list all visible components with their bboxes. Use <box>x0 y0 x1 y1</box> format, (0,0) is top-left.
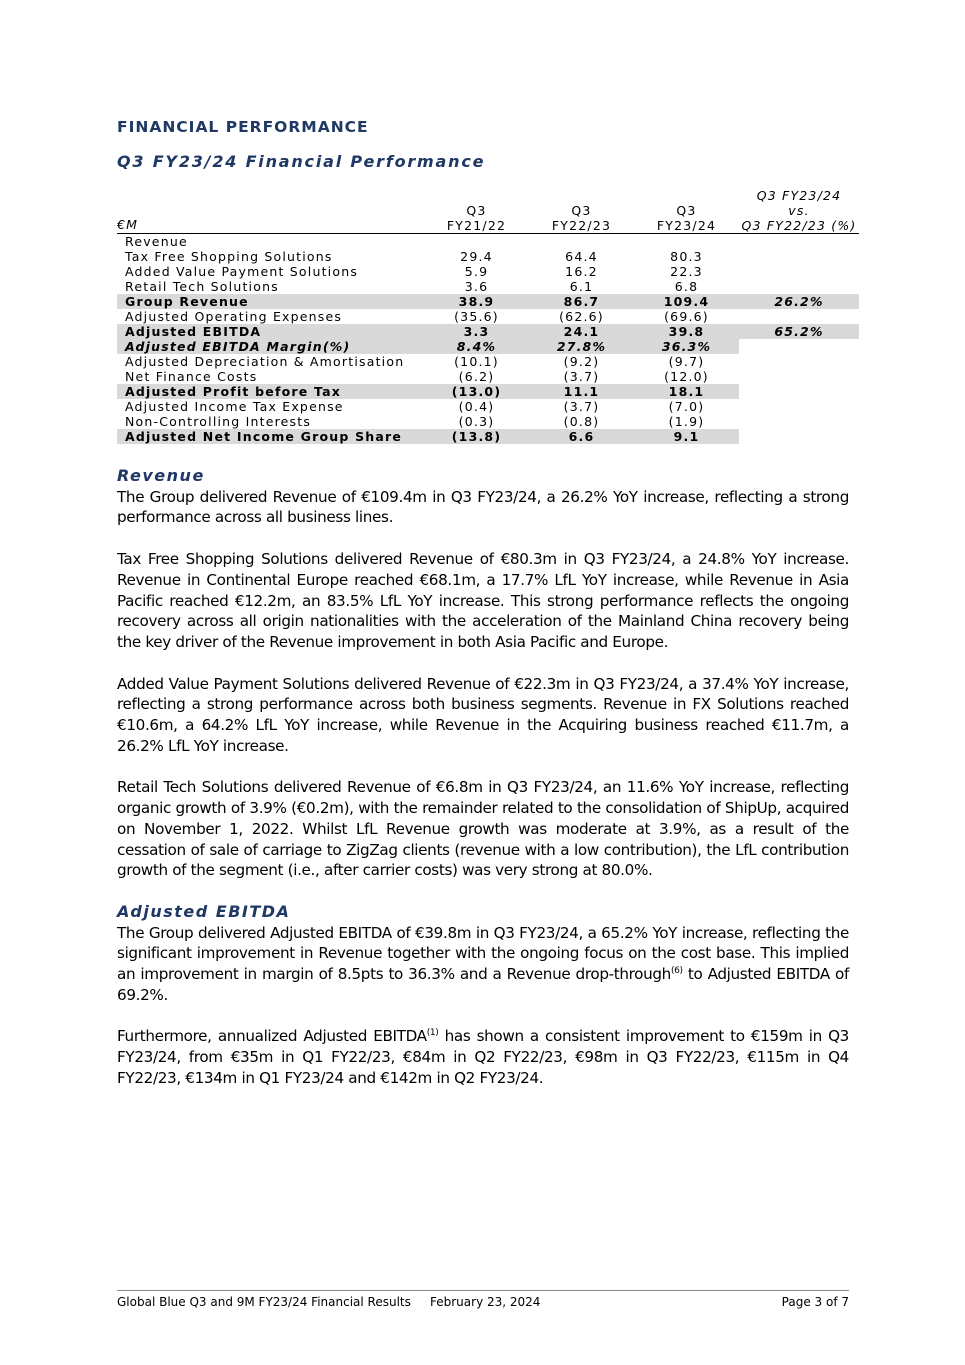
table-header-row <box>117 186 859 233</box>
row-label: Adjusted EBITDA <box>117 324 424 339</box>
table-row <box>117 354 859 369</box>
table-row <box>117 399 859 414</box>
value-fy2223: 24.1 <box>529 324 634 339</box>
value-yoy-change: 26.2% <box>739 294 859 309</box>
value-yoy-change <box>739 279 859 294</box>
table-row <box>117 294 859 309</box>
row-label: Group Revenue <box>117 294 424 309</box>
value-fy2324: (1.9) <box>668 413 705 429</box>
header-currency: €M <box>117 186 424 233</box>
value-yoy-change <box>739 264 859 279</box>
header-q3-fy2223: Q3 FY22/23 <box>529 186 634 233</box>
page-footer <box>117 1290 849 1309</box>
table-row <box>117 414 859 429</box>
table-row <box>117 324 859 339</box>
value-fy2324: 36.3% <box>634 339 739 354</box>
header-q3-fy2324: Q3 FY23/24 <box>634 186 739 233</box>
revenue-heading: Revenue <box>117 466 205 485</box>
ebitda-paragraph-1: The Group delivered Adjusted EBITDA of €39.8m in Q3 FY23/24, a 65.2% YoY increase, reflecting the significant improvement in Revenue together with the ongoing focus on the cost base. This implied an improvement in margin of 8.5pts to 36.3% and a Revenue drop-through$^{(6)}$ to Adjusted EBITDA of 69.2%. <box>117 923 849 1004</box>
value-yoy-change <box>739 369 859 384</box>
revenue-paragraph-3: Added Value Payment Solutions delivered Revenue of €22.3m in Q3 FY23/24, a 37.4% YoY increase, reflecting a strong performance across both business segments. Revenue in FX Solutions reached €10.6m, a 64.2% LfL YoY increase, while Revenue in the Acquiring business reached €11.7m, a 26.2% LfL YoY increase. <box>117 674 849 755</box>
value-yoy-change <box>739 354 859 369</box>
financial-table <box>117 186 859 444</box>
value-fy2122: (6.2) <box>458 368 495 384</box>
value-yoy-change: 65.2% <box>739 324 859 339</box>
row-label: Adjusted Profit before Tax <box>117 384 424 399</box>
ebitda-heading: Adjusted EBITDA <box>117 901 291 921</box>
value-fy2324: 22.3 <box>670 263 703 279</box>
value-yoy-change <box>739 414 859 429</box>
value-yoy-change <box>739 339 859 354</box>
section-title: FINANCIAL PERFORMANCE <box>117 118 369 136</box>
table-row <box>117 369 859 384</box>
value-fy2122: (10.1) <box>454 353 499 369</box>
value-fy2223: 6.6 <box>529 429 634 444</box>
value-fy2122: 8.4% <box>424 339 529 354</box>
value-fy2122: 38.9 <box>424 294 529 309</box>
row-label: Adjusted EBITDA Margin(%) <box>117 339 424 354</box>
value-fy2223: 27.8% <box>529 339 634 354</box>
row-label: Adjusted Income Tax Expense <box>125 398 344 414</box>
value-fy2223: 64.4 <box>565 248 598 264</box>
value-fy2223: 6.1 <box>569 278 594 294</box>
value-yoy-change <box>739 429 859 444</box>
value-fy2324: (7.0) <box>668 398 705 414</box>
ebitda-paragraph-2: Furthermore, annualized Adjusted EBITDA$^{(1)}$ has shown a consistent improvement to €159m in Q3 FY23/24, from €35m in Q1 FY22/23, €84m in Q2 FY22/23, €98m in Q3 FY22/23, €115m in Q4 FY22/23, €134m in Q1 FY23/24 and €142m in Q2 FY23/24. <box>117 1027 849 1087</box>
value-fy2324: (12.0) <box>664 368 709 384</box>
value-fy2223: (0.8) <box>563 413 600 429</box>
value-fy2223: 86.7 <box>529 294 634 309</box>
value-fy2122: (0.4) <box>458 398 495 414</box>
footer-date: February 23, 2024 <box>430 1295 541 1309</box>
value-fy2122: 3.3 <box>424 324 529 339</box>
value-fy2223: (3.7) <box>563 368 600 384</box>
value-fy2223: (3.7) <box>563 398 600 414</box>
value-fy2223 <box>529 233 634 249</box>
row-label: Tax Free Shopping Solutions <box>125 248 333 264</box>
value-fy2223: 16.2 <box>565 263 598 279</box>
value-fy2324: 39.8 <box>634 324 739 339</box>
value-fy2324: 18.1 <box>634 384 739 399</box>
value-fy2122: 5.9 <box>464 263 489 279</box>
row-label: Retail Tech Solutions <box>125 278 279 294</box>
value-yoy-change <box>739 309 859 324</box>
row-label: Added Value Payment Solutions <box>125 263 359 279</box>
value-fy2223: (62.6) <box>559 308 604 324</box>
value-fy2122: (13.8) <box>424 429 529 444</box>
value-fy2324 <box>634 233 739 249</box>
row-label: Non-Controlling Interests <box>125 413 312 429</box>
value-fy2324: 109.4 <box>634 294 739 309</box>
revenue-paragraph-4: Retail Tech Solutions delivered Revenue of €6.8m in Q3 FY23/24, an 11.6% YoY increase, reflecting organic growth of 3.9% (€0.2m), with the remainder related to the consolidation of ShipUp, acquired on November 1, 2022. Whilst LfL Revenue growth was moderate at 3.9%, as a result of the cessation of sale of carriage to ZigZag clients (revenue with a low contribution), the LfL contribution growth of the segment (i.e., after carrier costs) was very strong at 80.0%. <box>117 778 849 880</box>
value-fy2223: 11.1 <box>529 384 634 399</box>
row-label: Adjusted Net Income Group Share <box>117 429 424 444</box>
value-fy2324: 9.1 <box>634 429 739 444</box>
header-yoy-change: Q3 FY23/24 vs. Q3 FY22/23 (%) <box>739 186 859 233</box>
table-row <box>117 384 859 399</box>
value-yoy-change <box>739 399 859 414</box>
row-label: Revenue <box>125 233 188 249</box>
table-row <box>117 249 859 264</box>
value-fy2122: (13.0) <box>424 384 529 399</box>
footer-document-title: Global Blue Q3 and 9M FY23/24 Financial Results <box>117 1295 411 1309</box>
value-fy2122: 3.6 <box>464 278 489 294</box>
revenue-paragraph-1: The Group delivered Revenue of €109.4m in Q3 FY23/24, a 26.2% YoY increase, reflecting a strong performance across all business lines. <box>117 487 849 527</box>
table-row <box>117 429 859 444</box>
value-yoy-change <box>739 384 859 399</box>
value-fy2122 <box>424 233 529 249</box>
table-row <box>117 264 859 279</box>
row-label: Adjusted Operating Expenses <box>125 308 343 324</box>
value-fy2324: 80.3 <box>670 248 703 264</box>
value-fy2324: 6.8 <box>674 278 699 294</box>
value-fy2324: (69.6) <box>664 308 709 324</box>
table-row <box>117 339 859 354</box>
table-row <box>117 309 859 324</box>
revenue-paragraph-2: Tax Free Shopping Solutions delivered Revenue of €80.3m in Q3 FY23/24, a 24.8% YoY increase. Revenue in Continental Europe reached €68.1m, a 17.7% LfL YoY increase, while Revenue in Asia Pacific reached €12.2m, an 83.5% LfL YoY increase. This strong performance reflects the ongoing recovery across all origin nationalities with the acceleration of the Mainland China recovery being the key driver of the Revenue improvement in both Asia Pacific and Europe. <box>117 550 849 651</box>
value-yoy-change <box>739 233 859 249</box>
value-fy2223: (9.2) <box>563 353 600 369</box>
row-label: Net Finance Costs <box>125 368 258 384</box>
row-label: Adjusted Depreciation & Amortisation <box>125 353 405 369</box>
value-fy2122: (35.6) <box>454 308 499 324</box>
header-q3-fy2122: Q3 FY21/22 <box>424 186 529 233</box>
revenue-section <box>117 466 849 1089</box>
table-subtitle: Q3 FY23/24 Financial Performance <box>117 152 486 171</box>
table-row <box>117 279 859 294</box>
footer-page-number: Page 3 of 7 <box>781 1295 849 1309</box>
value-fy2122: 29.4 <box>460 248 493 264</box>
value-fy2324: (9.7) <box>668 353 705 369</box>
value-yoy-change <box>739 249 859 264</box>
table-row <box>117 233 859 249</box>
value-fy2122: (0.3) <box>458 413 495 429</box>
